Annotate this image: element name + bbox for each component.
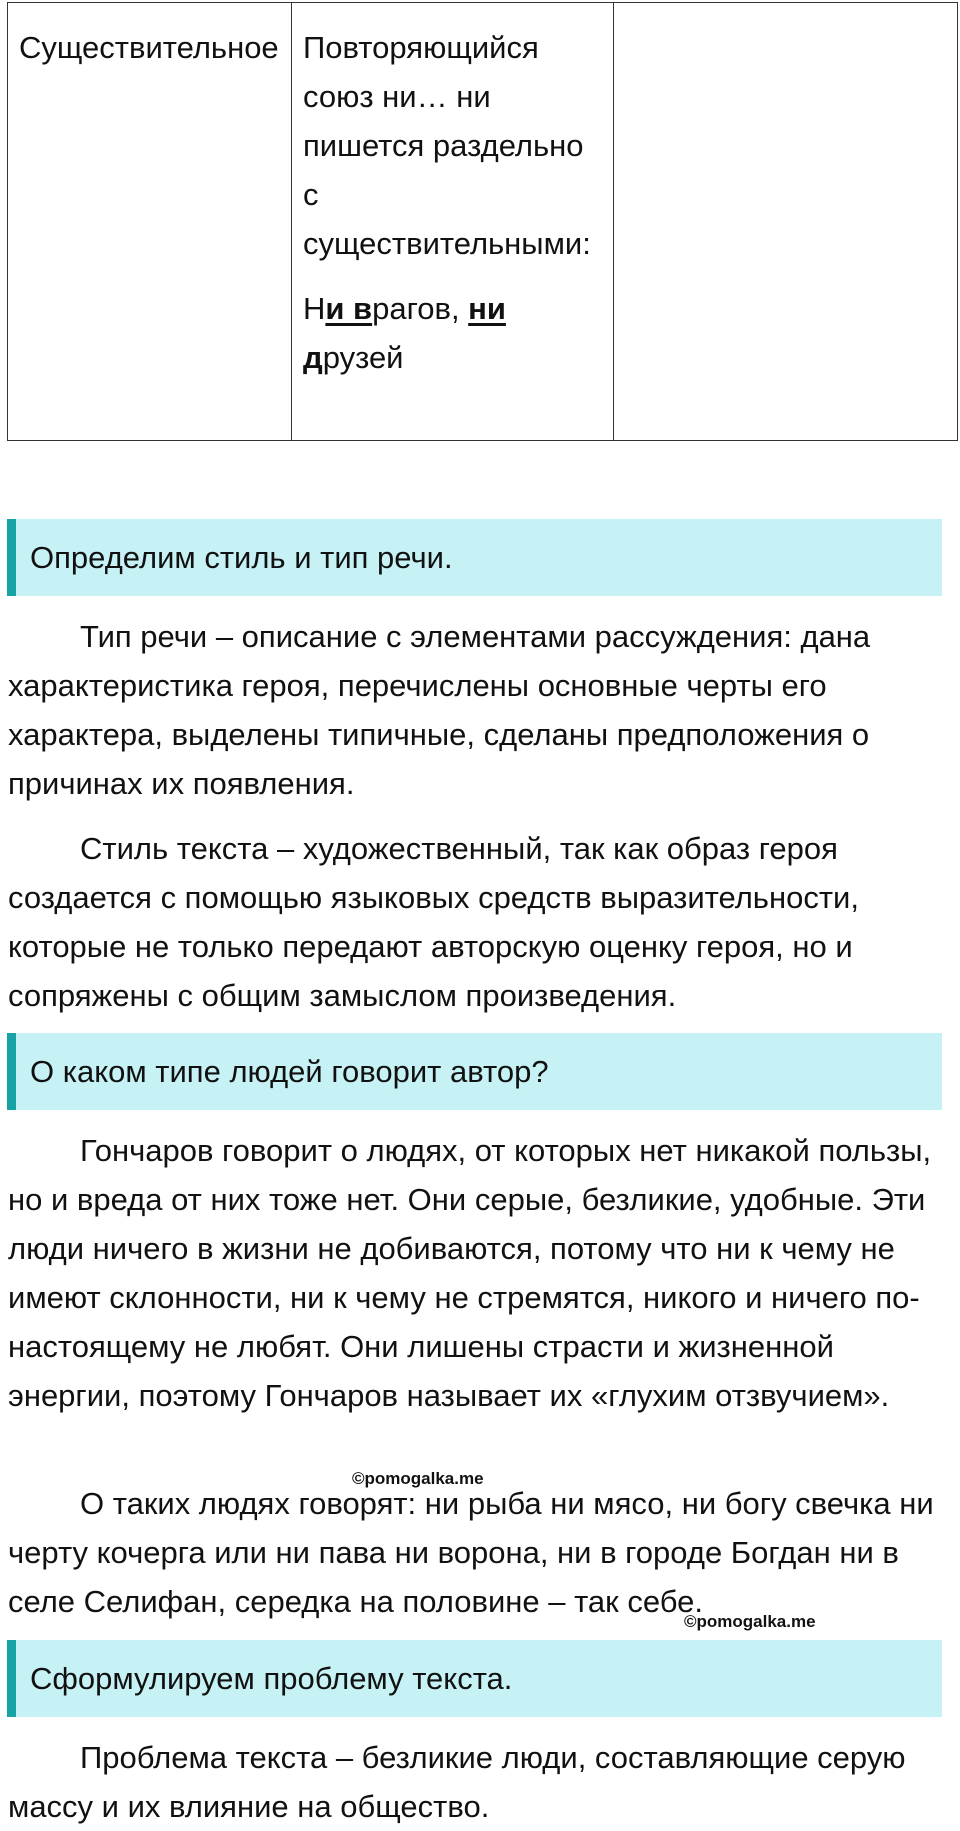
example-fragment: рагов,: [372, 291, 469, 326]
example-highlight: и в: [325, 291, 373, 326]
paragraph-sayings: О таких людях говорят: ни рыба ни мясо, ни богу свечка ни черту кочерга или ни пава ни ворона, ни в городе Богдан ни в селе Селифан, середка на половине – так себе.: [8, 1486, 934, 1619]
example-highlight: ни: [468, 291, 506, 326]
watermark: ©pomogalka.me: [352, 1469, 484, 1488]
watermark: ©pomogalka.me: [684, 1612, 816, 1631]
example-highlight: д: [303, 340, 323, 375]
paragraph-problem: Проблема текста – безликие люди, составляющие серую массу и их влияние на общество.: [8, 1740, 906, 1824]
table-cell-empty: [614, 3, 958, 441]
section-heading-problem: Сформулируем проблему текста.: [7, 1640, 942, 1717]
rule-text: Повторяющийся союз ни… ни пишется раздельно с существительными:: [303, 30, 591, 261]
table-cell-part-of-speech: [8, 3, 292, 441]
table-row: [8, 3, 958, 441]
table-cell-rule: [292, 3, 614, 441]
example-fragment: Н: [303, 291, 326, 326]
paragraph-text-style: Стиль текста – художественный, так как образ героя создается с помощью языковых средств выразительности, которые не только передают авторскую оценку героя, но и сопряжены с общим замыслом произведения.: [8, 831, 859, 1013]
paragraph-speech-type: Тип речи – описание с элементами рассуждения: дана характеристика героя, перечислены основные черты его характера, выделены типичные, сделаны предположения о причинах их появления.: [8, 619, 871, 801]
rule-example: [303, 284, 603, 382]
paragraph-author-view: Гончаров говорит о людях, от которых нет никакой пользы, но и вреда от них тоже нет. Они серые, безликие, удобные. Эти люди ничего в жизни не добиваются, потому что ни к чему не имеют склонности, ни к чему не стремятся, никого и ничего по-настоящему не любят. Они лишены страсти и жизненной энергии, поэтому Гончаров называет их «глухим отзвучием».: [8, 1133, 932, 1413]
section-heading-people-type: О каком типе людей говорит автор?: [7, 1033, 942, 1110]
grammar-table: [7, 2, 958, 441]
section-heading-style-type: Определим стиль и тип речи.: [7, 519, 942, 596]
example-fragment: рузей: [322, 340, 404, 375]
part-of-speech-text: Существительное: [19, 30, 279, 65]
